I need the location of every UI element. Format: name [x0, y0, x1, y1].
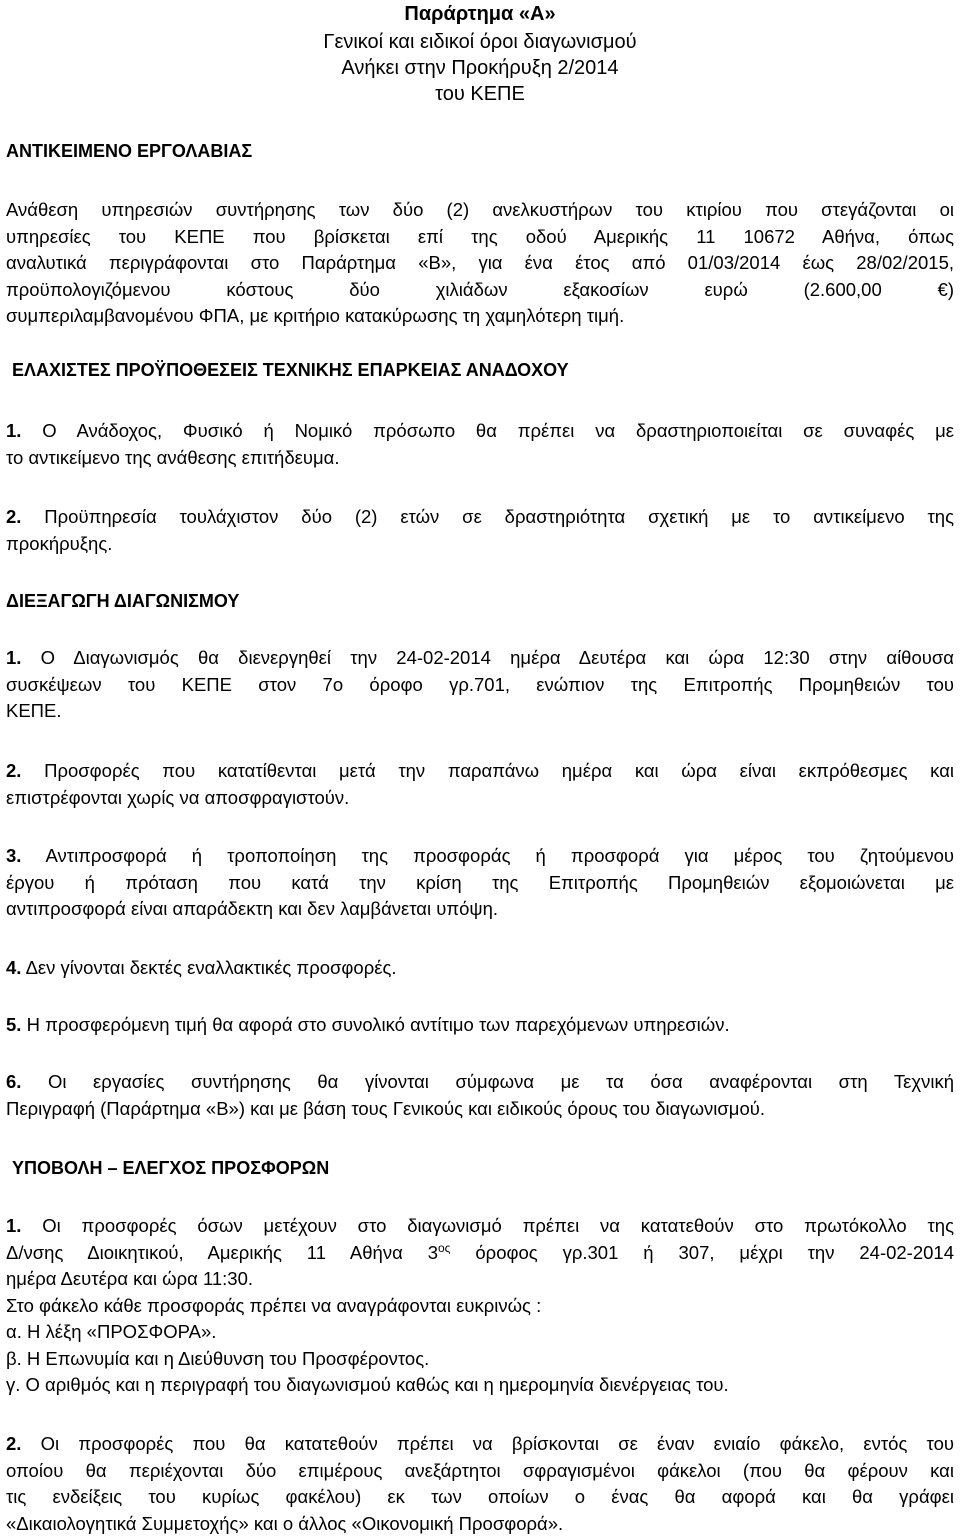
text-line: α. Η λέξη «ΠΡΟΣΦΟΡΑ».: [6, 1321, 217, 1342]
text-line: [6, 418, 954, 445]
text-line: ημέρα Δευτέρα και ώρα 11:30.: [6, 1268, 254, 1289]
text-line: Στο φάκελο κάθε προσφοράς πρέπει να αναγράφονται ευκρινώς :: [6, 1294, 542, 1316]
conduct-item-3: [6, 843, 954, 923]
item-number: 2.: [6, 506, 22, 527]
submission-item-2: [6, 1431, 954, 1537]
text-line: το αντικείμενο της ανάθεσης επιτήδευμα.: [6, 446, 340, 468]
section-heading-submission: ΥΠΟΒΟΛΗ – ΕΛΕΓΧΟΣ ΠΡΟΣΦΟΡΩΝ: [12, 1158, 330, 1178]
item-text: Δεν γίνονται δεκτές εναλλακτικές προσφορές.: [25, 957, 397, 978]
text-line: [6, 504, 954, 531]
item-number: 2.: [6, 1433, 22, 1454]
text-line: Περιγραφή (Παράρτημα «Β») και με βάση τους Γενικούς και ειδικούς όρους του διαγωνισμού.: [6, 1097, 765, 1119]
text-line: [6, 645, 954, 672]
section-heading-subject: ΑΝΤΙΚΕΙΜΕΝΟ ΕΡΓΟΛΑΒΙΑΣ: [6, 141, 253, 161]
header-organization: του ΚΕΠΕ: [435, 83, 525, 105]
requirement-item-1: [6, 418, 954, 471]
item-number: 6.: [6, 1071, 22, 1092]
text-line: υπηρεσίες του ΚΕΠΕ που βρίσκεται επί της οδού Αμερικής 11 10672 Αθήνα, όπως: [6, 225, 954, 247]
text-line: συμπεριλαμβανομένου ΦΠΑ, με κριτήριο κατακύρωσης τη χαμηλότερη τιμή.: [6, 305, 625, 326]
text-line: αντιπροσφορά είναι απαράδεκτη και δεν λαμβάνεται υπόψη.: [6, 898, 499, 919]
text-line: [6, 1240, 954, 1267]
section-heading-conduct: ΔΙΕΞΑΓΩΓΗ ΔΙΑΓΩΝΙΣΜΟΥ: [6, 591, 240, 611]
conduct-item-1: [6, 645, 954, 725]
item-text: Οι προσφορές όσων μετέχουν στο διαγωνισμό πρέπει να κατατεθούν στο πρωτόκολλο της: [42, 1215, 954, 1236]
item-number: 5.: [6, 1014, 22, 1035]
item-text: Αντιπροσφορά ή τροποποίηση της προσφοράς ή προσφορά για μέρος του ζητούμενου: [45, 845, 954, 866]
item-number: 4.: [6, 957, 22, 978]
text-line: συσκέψεων του ΚΕΠΕ στον 7ο όροφο γρ.701, ενώπιον της Επιτροπής Προμηθειών του: [6, 673, 954, 695]
item-text: Ο Ανάδοχος, Φυσικό ή Νομικό πρόσωπο θα πρέπει να δραστηριοποιείται σε συναφές με: [42, 420, 954, 441]
item-number: 1.: [6, 420, 22, 441]
text-line: [6, 955, 954, 982]
text-line: [6, 758, 954, 785]
item-text: Ο Διαγωνισμός θα διενεργηθεί την 24-02-2014 ημέρα Δευτέρα και ώρα 12:30 στην αίθουσα: [40, 647, 954, 668]
subject-paragraph: [6, 197, 954, 330]
header-proclamation: Ανήκει στην Προκήρυξη 2/2014: [341, 57, 619, 79]
conduct-item-2: [6, 758, 954, 811]
text-line: οποίου θα περιέχονται δύο επιμέρους ανεξάρτητοι σφραγισμένοι φάκελοι (που θα φέρουν και: [6, 1459, 954, 1481]
item-text: Προϋπηρεσία τουλάχιστον δύο (2) ετών σε δραστηριότητα σχετική με το αντικείμενο της: [44, 506, 954, 527]
text-line: αναλυτικά περιγράφονται στο Παράρτημα «Β», για ένα έτος από 01/03/2014 έως 28/02/2015,: [6, 252, 954, 273]
item-number: 2.: [6, 760, 22, 781]
item-number: 1.: [6, 1215, 22, 1236]
submission-item-1: [6, 1213, 954, 1399]
text-line: γ. Ο αριθμός και η περιγραφή του διαγωνισμού καθώς και η ημερομηνία διενέργειας του.: [6, 1374, 729, 1395]
text-line: [6, 843, 954, 870]
conduct-item-5: [6, 1012, 954, 1039]
text-line: τις ενδείξεις του κυρίως φακέλου) εκ των οποίων ο ένας θα αφορά και θα γράφει: [6, 1486, 954, 1507]
section-heading-requirements: ΕΛΑΧΙΣΤΕΣ ΠΡΟΫΠΟΘΕΣΕΙΣ ΤΕΧΝΙΚΗΣ ΕΠΑΡΚΕΙΑΣ ΑΝΑΔΟΧΟΥ: [12, 360, 569, 380]
item-number: 3.: [6, 845, 22, 866]
text-line: β. Η Επωνυμία και η Διεύθυνση του Προσφέροντος.: [6, 1347, 430, 1369]
item-text: Προσφορές που κατατίθενται μετά την παραπάνω ημέρα και ώρα είναι εκπρόθεσμες και: [44, 760, 954, 781]
text-line: έργου ή πρόταση που κατά την κρίση της Επιτροπής Προμηθειών εξομοιώνεται με: [6, 871, 954, 893]
item-text: Οι προσφορές που θα κατατεθούν πρέπει να βρίσκονται σε έναν ενιαίο φάκελο, εντός του: [40, 1433, 954, 1454]
text-line: [6, 1069, 954, 1096]
item-text: όροφος γρ.301 ή 307, μέχρι την 24-02-2014: [475, 1241, 954, 1263]
conduct-item-6: [6, 1069, 954, 1122]
text-line: [6, 1213, 954, 1240]
text-line: Ανάθεση υπηρεσιών συντήρησης των δύο (2) ανελκυστήρων του κτιρίου που στεγάζονται οι: [6, 199, 954, 220]
item-text: Η προσφερόμενη τιμή θα αφορά στο συνολικό αντίτιμο των παρεχόμενων υπηρεσιών.: [26, 1014, 730, 1035]
item-text: Δ/νσης Διοικητικού, Αμερικής 11 Αθήνα 3: [6, 1241, 438, 1263]
text-line: προϋπολογιζόμενου κόστους δύο χιλιάδων εξακοσίων ευρώ (2.600,00 €): [6, 278, 954, 300]
text-line: [6, 1012, 954, 1039]
ordinal-superscript: ος: [437, 1240, 451, 1255]
text-line: επιστρέφονται χωρίς να αποσφραγιστούν.: [6, 786, 350, 808]
conduct-item-4: [6, 955, 954, 982]
text-line: «Δικαιολογητικά Συμμετοχής» και ο άλλος «Οικονομική Προσφορά».: [6, 1512, 564, 1534]
text-line: [6, 1431, 954, 1458]
header-subtitle: Γενικοί και ειδικοί όροι διαγωνισμού: [323, 31, 637, 53]
item-text: Οι εργασίες συντήρησης θα γίνονται σύμφωνα με τα όσα αναφέρονται στη Τεχνική: [48, 1071, 954, 1092]
text-line: ΚΕΠΕ.: [6, 700, 62, 721]
text-line: προκήρυξης.: [6, 532, 113, 554]
annex-title: Παράρτημα «Α»: [404, 3, 556, 25]
requirement-item-2: [6, 504, 954, 557]
item-number: 1.: [6, 647, 22, 668]
